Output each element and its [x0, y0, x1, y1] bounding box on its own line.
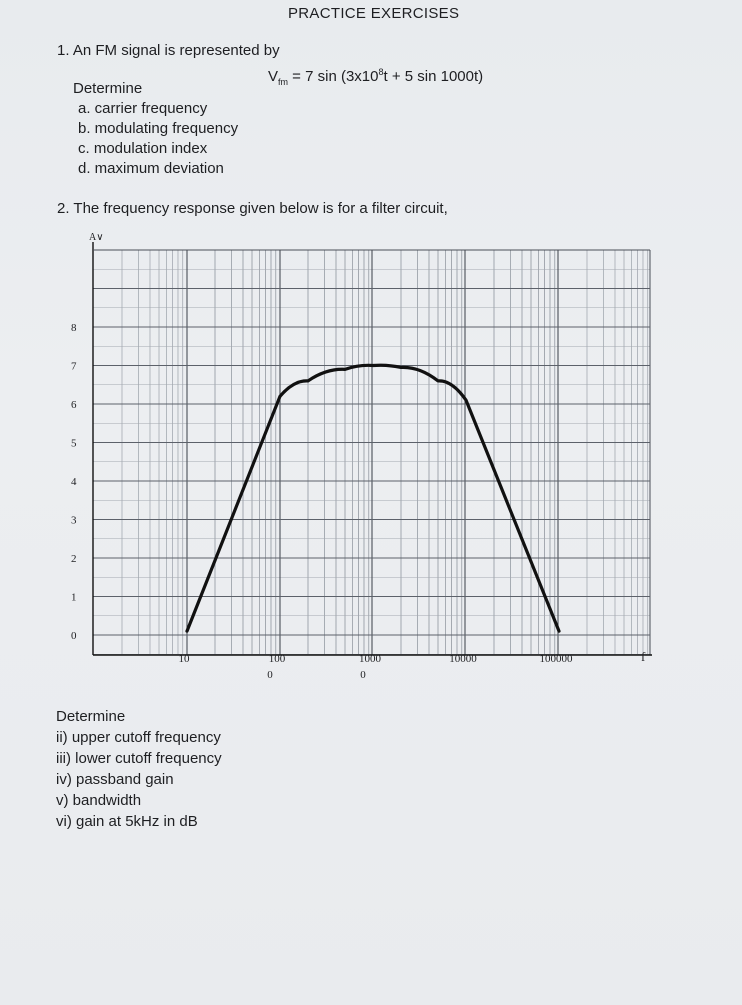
- equation-lhs-subscript: fm: [278, 77, 289, 87]
- q2-item-ii: ii) upper cutoff frequency: [56, 729, 221, 746]
- chart-x-axis-label: f: [641, 649, 646, 664]
- y-tick-label: 1: [71, 591, 77, 604]
- equation-exponent: 8: [378, 67, 384, 77]
- question-1-determine: Determine: [73, 80, 143, 97]
- x-tick-label: 10000: [449, 653, 477, 665]
- y-tick-label: 4: [71, 476, 77, 488]
- y-tick-label: 7: [71, 360, 77, 373]
- x-tick-label: 1000: [359, 653, 381, 665]
- y-tick-label: 8: [71, 322, 77, 334]
- chart-x-tick-labels: [179, 653, 574, 681]
- q2-item-iii: iii) lower cutoff frequency: [56, 750, 222, 767]
- question-2-determine: Determine: [56, 708, 126, 725]
- question-1-stem: 1. An FM signal is represented by: [57, 42, 280, 59]
- q1-item-c: c. modulation index: [78, 140, 208, 157]
- x-tick-label: 100: [268, 653, 286, 665]
- chart-major-grid: [93, 250, 650, 655]
- q2-item-v: v) bandwidth: [56, 792, 142, 809]
- y-tick-label: 3: [71, 514, 77, 527]
- question-2-stem: 2. The frequency response given below is for a filter circuit,: [57, 200, 448, 217]
- y-tick-label: 5: [71, 437, 77, 450]
- q2-item-vi: vi) gain at 5kHz in dB: [56, 813, 198, 830]
- equation-rhs: t + 5 sin 1000t): [383, 68, 484, 85]
- x-tick-label: 100000: [539, 653, 573, 665]
- x-tick-label-suffix: 0: [360, 669, 366, 681]
- q2-item-iv: iv) passband gain: [56, 771, 174, 788]
- equation-mid: = 7 sin (3x10: [288, 68, 379, 85]
- chart-y-tick-labels: [71, 322, 77, 642]
- equation-lhs: V: [268, 68, 279, 85]
- q1-item-b: b. modulating frequency: [78, 120, 239, 137]
- y-tick-label: 6: [71, 399, 77, 411]
- q1-item-d: d. maximum deviation: [78, 160, 224, 177]
- chart-y-axis-label: A∨: [89, 232, 104, 243]
- y-tick-label: 2: [71, 553, 77, 565]
- y-tick-label: 0: [71, 630, 77, 642]
- page-title: PRACTICE EXERCISES: [288, 5, 460, 22]
- x-tick-label: 10: [178, 653, 190, 665]
- x-tick-label-suffix: 0: [267, 669, 273, 681]
- q1-item-a: a. carrier frequency: [78, 100, 208, 117]
